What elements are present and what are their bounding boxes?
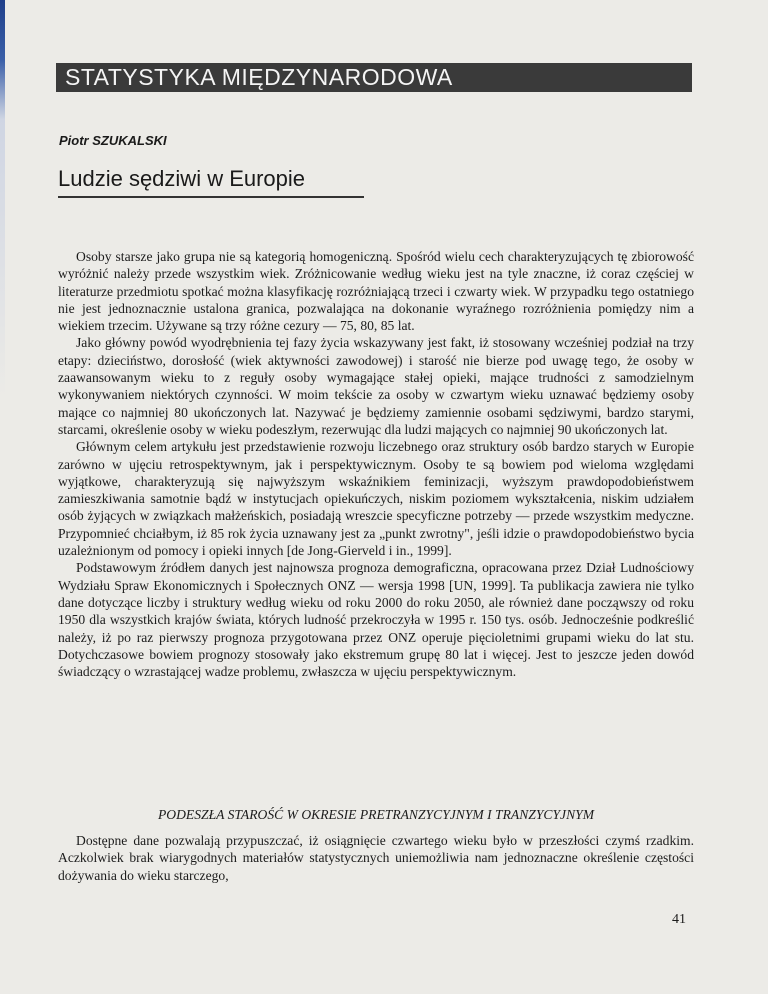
title-underline bbox=[58, 196, 364, 198]
article-body bbox=[58, 248, 694, 680]
article-title: Ludzie sędziwi w Europie bbox=[58, 166, 306, 191]
page-edge-decoration bbox=[0, 0, 5, 994]
article-body-continued bbox=[58, 832, 694, 884]
section-banner: STATYSTYKA MIĘDZYNARODOWA bbox=[56, 63, 692, 92]
author-name: Piotr SZUKALSKI bbox=[59, 133, 167, 148]
paragraph: Podstawowym źródłem danych jest najnowsza prognoza demograficzna, opracowana przez Dział Ludnościowy Wydziału Spraw Ekonomicznych i Społecznych ONZ — wersja 1998 [UN, 1999]. Ta publikacja zawiera nie tylko dane dotyczące liczby i struktury według wieku od roku 2000 do roku 2050, ale również dane począwszy od roku 1950 dla wszystkich krajów świata, których ludność przekroczyła w 1995 r. 150 tys. osób. Jednocześnie podkreślić należy, iż po raz pierwszy prognoza przygotowana przez ONZ operuje pięcioletnimi grupami wieku do lat stu. Dotychczasowe bowiem prognozy stosowały jako ekstremum grupę 80 lat i więcej. Jest to jeszcze jeden dowód świadczący o wzrastającej wadze problemu, zwłaszcza w ujęciu perspektywicznym. bbox=[58, 560, 694, 680]
paragraph: Głównym celem artykułu jest przedstawienie rozwoju liczebnego oraz struktury osób bardzo starych w Europie zarówno w ujęciu retrospektywnym, jak i perspektywicznym. Osoby te są bowiem pod wieloma względami wyjątkowe, charakteryzują się najwyższym wskaźnikiem feminizacji, wyższym prawdopodobieństwem zamieszkiwania samotnie bądź w instytucjach opiekuńczych, niskim poziomem wykształcenia, niskim udziałem osób żyjących w związkach małżeńskich, posiadają wreszcie specyficzne potrzeby — przede wszystkim medyczne. Przypomnieć chciałbym, iż 85 rok życia uznawany jest za „punkt zwrotny", jeśli idzie o prawdopodobieństwo bycia uzależnionym od pomocy i opieki innych [de Jong-Gierveld i in., 1999]. bbox=[58, 439, 694, 559]
page-number: 41 bbox=[672, 912, 686, 927]
paragraph: Jako główny powód wyodrębnienia tej fazy życia wskazywany jest fakt, iż stosowany wcześniej podział na trzy etapy: dzieciństwo, dorosłość (wiek aktywności zawodowej) i starość nie bierze pod uwagę tego, że osoby w zaawansowanym wieku to z reguły osoby wymagające stałej opieki, mające trudności z samodzielnym wykonywaniem niektórych czynności. W moim tekście za osoby w czwartym wieku uznawać będziemy osoby mające co najmniej 80 ukończonych lat. Nazywać je będziemy zamiennie osobami sędziwymi, bardzo starymi, starcami, określenie osoby w wieku podeszłym, rezerwując dla ludzi mających co najmniej 90 ukończonych lat. bbox=[58, 335, 694, 437]
paragraph: Osoby starsze jako grupa nie są kategorią homogeniczną. Spośród wielu cech charakteryzujących tę zbiorowość wyróżnić należy przede wszystkim wiek. Zróżnicowanie według wieku jest na tyle znaczne, iż coraz częściej w literaturze przedmiotu spotkać można klasyfikację rozróżniającą trzeci i czwarty wiek. W przypadku tego ostatniego nie jest jednoznacznie ustalona granica, pozwalająca na dokonanie wyraźnego rozróżnienia pomiędzy nim a wiekiem trzecim. Używane są trzy różne cezury — 75, 80, 85 lat. bbox=[58, 249, 694, 334]
section-subheading: PODESZŁA STAROŚĆ W OKRESIE PRETRANZYCYJNYM I TRANZYCYJNYM bbox=[157, 807, 595, 822]
paragraph: Dostępne dane pozwalają przypuszczać, iż osiągnięcie czwartego wieku było w przeszłości czymś rzadkim. Aczkolwiek brak wiarygodnych materiałów statystycznych uniemożliwia nam jednoznaczne określenie częstości dożywania do wieku starczego, bbox=[58, 833, 694, 883]
